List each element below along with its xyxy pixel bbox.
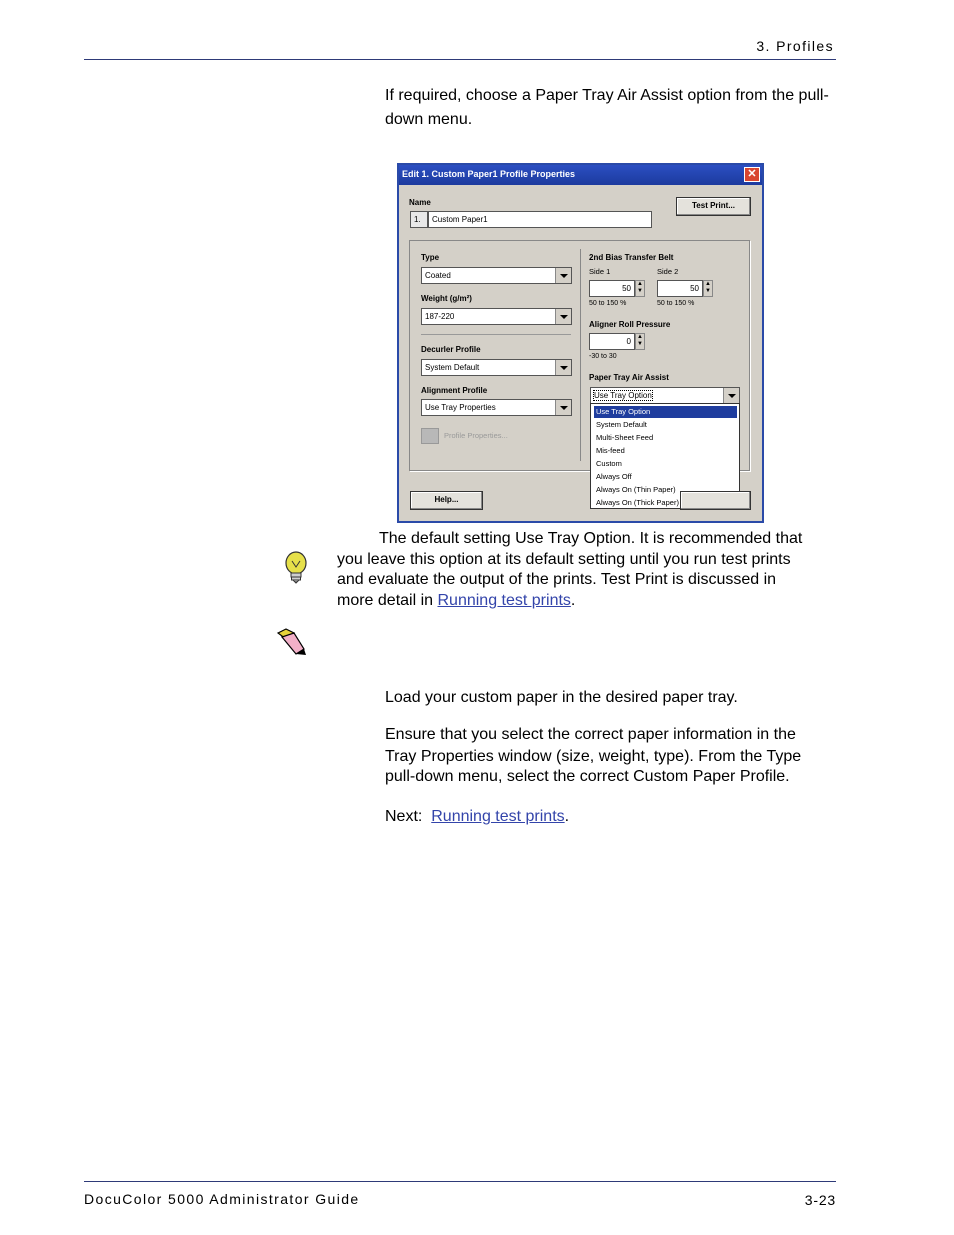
chevron-down-icon[interactable] [555,400,571,415]
profile-properties-icon [421,428,439,444]
next-post: . [564,808,570,825]
tip-text [337,529,837,611]
weight-label: Weight (g/m²) [421,294,472,303]
profile-properties-dialog [397,163,764,523]
next-label: Next: [385,808,432,825]
tip-line-2: you leave this option at its default setting until you run test prints [337,550,791,568]
aligner-stepper[interactable]: ▲ ▼ [635,333,645,350]
air-assist-dropdown[interactable] [590,387,740,404]
option-custom[interactable]: Custom [596,459,622,468]
option-mis-feed[interactable]: Mis-feed [596,446,625,455]
air-assist-label: Paper Tray Air Assist [589,373,669,382]
option-always-on-thick[interactable]: Always On (Thick Paper) [596,498,679,507]
next-running-test-prints-link[interactable]: Running test prints [431,808,565,825]
side2-range: 50 to 150 % [657,300,695,307]
aligner-input[interactable]: 0 [589,333,635,350]
profile-properties-button[interactable]: Profile Properties... [444,431,508,440]
aligner-label: Aligner Roll Pressure [589,320,671,329]
name-field[interactable]: Custom Paper1 [428,211,652,228]
option-system-default[interactable]: System Default [596,420,647,429]
tip-line-4 [337,591,837,612]
section-header: 3. Profiles [756,38,834,54]
dialog-titlebar [399,165,762,185]
dialog-title: Edit 1. Custom Paper1 Profile Properties [402,169,576,179]
chevron-down-icon[interactable] [555,309,571,324]
lightbulb-icon [283,551,309,585]
close-button[interactable]: ✕ [744,167,760,182]
ensure-line-1: Ensure that you select the correct paper information in the [385,726,796,743]
name-label: Name [409,198,431,207]
air-assist-value: Use Tray Option [594,391,652,400]
help-button[interactable]: Help... [410,491,483,510]
side1-input[interactable]: 50 [589,280,635,297]
option-always-on-thin[interactable]: Always On (Thin Paper) [596,485,676,494]
decurler-value: System Default [425,363,480,372]
side1-stepper[interactable]: ▲ ▼ [635,280,645,297]
option-always-off[interactable]: Always Off [596,472,632,481]
side2-label: Side 2 [657,267,679,276]
alignment-label: Alignment Profile [421,386,488,395]
tip-line-4-post: . [570,591,576,609]
footer-title: DocuColor 5000 Administrator Guide [84,1191,360,1207]
tip-line-1: The default setting Use Tray Option. It is recommended that [379,530,803,547]
alignment-value: Use Tray Properties [425,403,496,412]
chevron-down-icon[interactable] [555,360,571,375]
side2-stepper[interactable]: ▲ ▼ [703,280,713,297]
decurler-dropdown[interactable] [421,359,572,376]
side1-range: 50 to 150 % [589,300,627,307]
weight-dropdown[interactable] [421,308,572,325]
header-rule [84,59,836,60]
weight-value: 187-220 [425,312,455,321]
chevron-down-icon[interactable] [555,268,571,283]
intro-text [385,84,835,132]
ensure-line-2: Tray Properties window (size, weight, type). From the Type [385,748,802,765]
alignment-dropdown[interactable] [421,399,572,416]
type-dropdown[interactable] [421,267,572,284]
type-value: Coated [425,271,451,280]
name-prefix: 1. [410,211,428,228]
intro-text-content: If required, choose a Paper Tray Air Assist option from the pull-down menu. [385,87,829,128]
tip-line-3: and evaluate the output of the prints. Test Print is discussed in [337,571,777,588]
test-print-button[interactable]: Test Print... [676,197,751,216]
side2-input[interactable]: 50 [657,280,703,297]
step-load-text: Load your custom paper in the desired paper tray. [385,689,738,706]
running-test-prints-link[interactable]: Running test prints [437,591,571,609]
footer-rule [84,1181,836,1182]
group-divider [580,249,581,461]
note-pencil-icon [276,627,308,657]
option-multi-sheet-feed[interactable]: Multi-Sheet Feed [596,433,654,442]
tip-line-4-pre: more detail in [337,591,438,609]
aligner-range: -30 to 30 [589,353,617,360]
ensure-line-3: pull-down menu, select the correct Custom Paper Profile. [385,768,790,785]
option-use-tray-option[interactable]: Use Tray Option [594,406,737,418]
dialog-button-hidden[interactable] [680,491,751,510]
bias-belt-label: 2nd Bias Transfer Belt [589,253,674,262]
side1-label: Side 1 [589,267,611,276]
step-ensure-text [385,724,845,788]
next-line [385,805,569,829]
chevron-down-icon[interactable] [723,388,739,403]
decurler-label: Decurler Profile [421,345,481,354]
page-number: 3-23 [804,1192,836,1208]
left-divider [421,334,571,335]
type-label: Type [421,253,440,262]
